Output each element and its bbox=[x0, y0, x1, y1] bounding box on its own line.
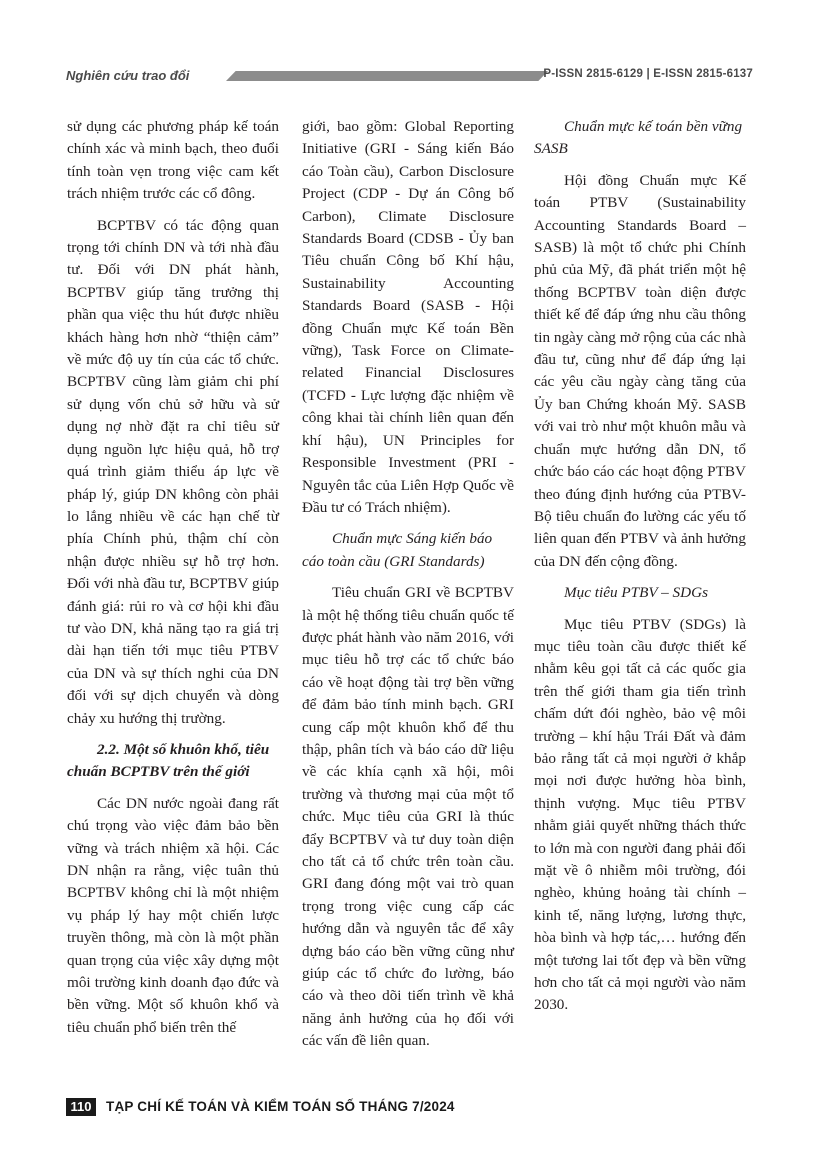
page-footer bbox=[66, 1098, 753, 1118]
issn-label: P-ISSN 2815-6129 | E-ISSN 2815-6137 bbox=[543, 68, 753, 80]
paragraph: Tiêu chuẩn GRI về BCPTBV là một hệ thống tiêu chuẩn quốc tế được phát hành vào năm 2016, với mục tiêu hỗ trợ các tổ chức báo cáo về hoạt động tài trợ bền vững để đảm bảo tính minh bạch. GRI cung cấp một khuôn khổ để thu thập, phân tích và báo cáo dữ liệu về các khía cạnh xã hội, môi trường và thương mại của một tổ chức. Mục tiêu của GRI là thúc đẩy BCPTBV và tư duy toàn diện cho tất cả tổ chức trên toàn cầu. GRI đang đóng một vai trò quan trọng trong việc cung cấp các hướng dẫn và nguyên tắc để xây dựng báo cáo bền vững cũng như giúp các tổ chức đo lường, báo cáo và theo dõi tiến trình về khả năng ảnh hưởng của họ đối với các vấn đề liên quan. bbox=[302, 584, 514, 1050]
page-number: 110 bbox=[66, 1098, 96, 1116]
paragraph: Hội đồng Chuẩn mực Kế toán PTBV (Sustainability Accounting Standards Board – SASB) là một tổ chức phi Chính phủ của Mỹ, đã phát triển một hệ thống BCPTBV toàn diện được thiết kế để đáp ứng nhu cầu thông tin ngày càng mở rộng của các nhà đầu tư, cũng như để đáp ứng lại các yêu cầu ngày càng tăng của Ủy ban Chứng khoán Mỹ. SASB với vai trò như một khuôn mẫu và chuẩn mực hướng dẫn DN, tổ chức báo cáo các hoạt động PTBV theo đúng định hướng của PTBV- Bộ tiêu chuẩn đo lường các yếu tố liên quan đến PTBV và ảnh hưởng của DN đến cộng đồng. bbox=[534, 171, 746, 570]
paragraph: Mục tiêu PTBV (SDGs) là mục tiêu toàn cầu được thiết kế nhằm kêu gọi tất cả các quốc gia trên thế giới tham gia tiến trình chấm dứt đói nghèo, bảo vệ môi trường – khí hậu Trái Đất và đảm bảo rằng tất cả mọi người ở khắp mọi nơi được hưởng hòa bình, thịnh vượng. Mục tiêu PTBV nhằm giải quyết những thách thức to lớn mà con người đang phải đối mặt về ô nhiễm môi trường, đói nghèo, khủng hoảng tài chính – kinh tế, năng lượng, lương thực, hòa bình và hợp tác,… hướng đến một tương lai tốt đẹp và bền vững hơn cho tất cả mọi người vào năm 2030. bbox=[534, 615, 746, 1014]
header-rule bbox=[226, 71, 548, 81]
column-2 bbox=[302, 116, 514, 1062]
column-3 bbox=[534, 116, 746, 1026]
column-1 bbox=[67, 116, 279, 1048]
paragraph: BCPTBV có tác động quan trọng tới chính DN và tới nhà đầu tư. Đối với DN phát hành, BCPTBV giúp tăng trưởng thị phần qua việc thu hút được nhiều khách hàng hơn nhờ “thiện cảm” về mức độ uy tín của các tổ chức. BCPTBV cũng làm giảm chi phí sử dụng vốn chủ sở hữu và sử dụng nợ nhờ đặt ra chỉ tiêu sử dụng nguồn lực hiệu quả, hỗ trợ quá trình giảm thiểu áp lực về pháp lý, giúp DN không còn phải lo lắng nhiều về các hạn chế từ phía Chính phủ, thậm chí còn nhận được nhiều sự hỗ trợ hơn. Đối với nhà đầu tư, BCPTBV giúp đánh giá: rủi ro và cơ hội khi đầu tư vào DN, khả năng tạo ra giá trị dài hạn tiến tới mục tiêu PTBV của DN và sự thích nghi của DN đối với sự dịch chuyển và dòng chảy xu hướng thị trường. bbox=[67, 216, 279, 727]
paragraph: sử dụng các phương pháp kế toán chính xác và minh bạch, theo đuổi tính toàn vẹn trong việc cam kết trách nhiệm trước các cổ đông. bbox=[67, 118, 279, 203]
journal-title: TẠP CHÍ KẾ TOÁN VÀ KIỂM TOÁN SỐ THÁNG 7/2024 bbox=[106, 1099, 455, 1114]
section-heading: 2.2. Một số khuôn khổ, tiêu chuẩn BCPTBV trên thế giới bbox=[67, 740, 270, 781]
section-title: Nghiên cứu trao đổi bbox=[66, 68, 190, 83]
subheading: Chuẩn mực kế toán bền vững SASB bbox=[534, 118, 743, 158]
page-header bbox=[66, 66, 753, 88]
subheading: Mục tiêu PTBV – SDGs bbox=[564, 584, 708, 602]
paragraph: giới, bao gồm: Global Reporting Initiative (GRI - Sáng kiến Báo cáo Toàn cầu), Carbon Disclosure Project (CDP - Dự án Công bố Carbon), Climate Disclosure Standards Board (CDSB - Ủy ban Tiêu chuẩn Công bố Khí hậu, Sustainability Accounting Standards Board (SASB - Hội đồng Chuẩn mực Kế toán Bền vững), Task Force on Climate-related Financial Disclosures (TCFD - Lực lượng đặc nhiệm về công khai tài chính liên quan đến khí hậu), UN Principles for Responsible Investment (PRI - Nguyên tắc của Liên Hợp Quốc về Đầu tư có Trách nhiệm). bbox=[302, 118, 514, 516]
paragraph: Các DN nước ngoài đang rất chú trọng vào việc đảm bảo bền vững và trách nhiệm xã hội. Các DN nhận ra rằng, việc tuân thủ BCPTBV không chỉ là một nhiệm vụ pháp lý hay một chiến lược truyền thông, mà còn là một phần quan trọng của việc xây dựng một môi trường kinh doanh đạo đức và bền vững. Một số khuôn khổ và tiêu chuẩn phổ biến trên thế bbox=[67, 794, 279, 1036]
subheading: Chuẩn mực Sáng kiến báo cáo toàn cầu (GRI Standards) bbox=[302, 530, 493, 570]
